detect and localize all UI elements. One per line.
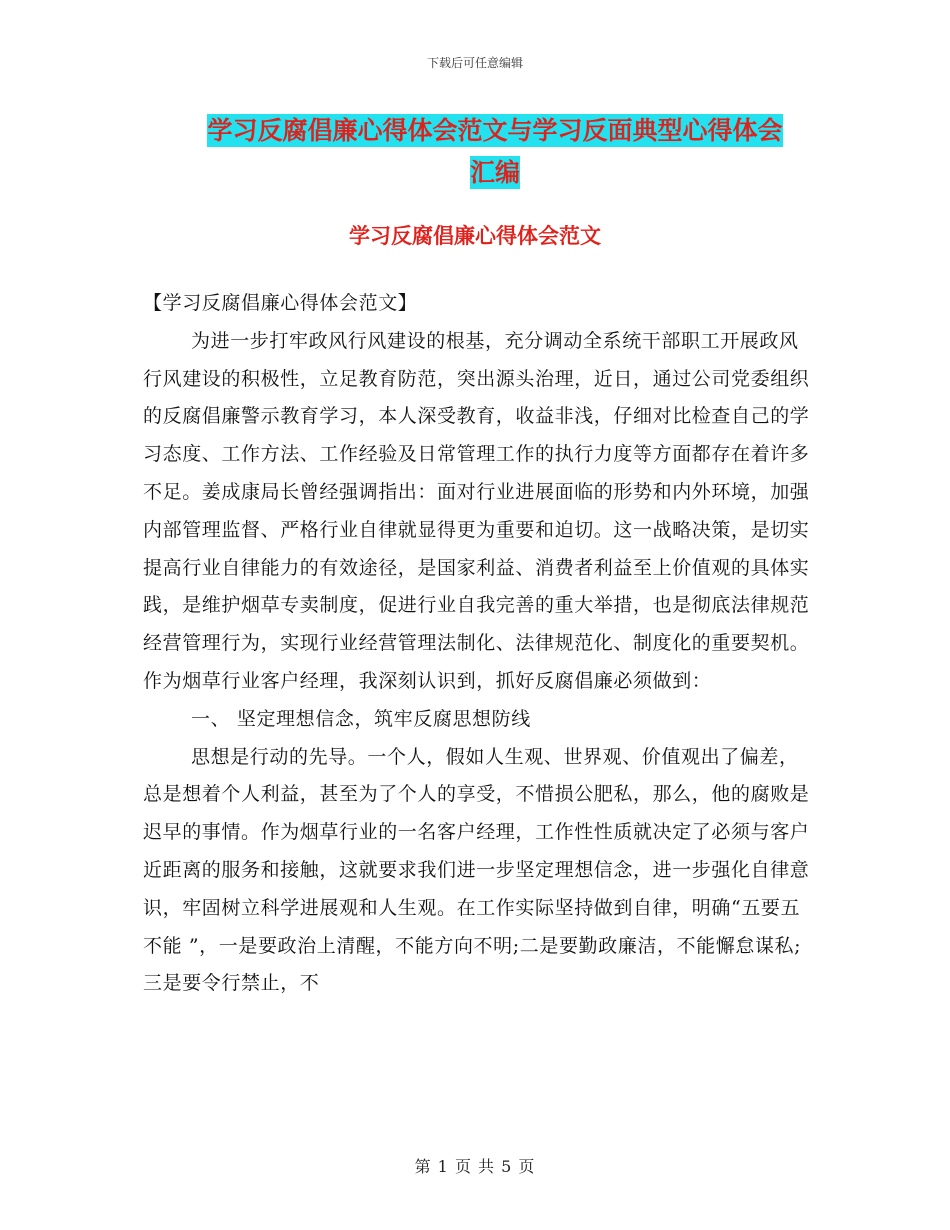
document-title-line2: 汇编 [469,158,520,187]
bracket-heading: 【学习反腐倡廉心得体会范文】 [143,292,418,314]
paragraph-intro: 为进一步打牢政风行风建设的根基，充分调动全系统干部职工开展政风行风建设的积极性，立足教育防范，突出源头治理，近日，通过公司党委组织的反腐倡廉警示教育学习，本人深受教育，收益非浅，仔细对比检查自己的学习态度、工作方法、工作经验及日常管理工作的执行力度等方面都存在着许多不足。姜成康局长曾经强调指出：面对行业进展面临的形势和内外环境，加强内部管理监督、严格行业自律就显得更为重要和迫切。这一战略决策，是切实提高行业自律能力的有效途径，是国家利益、消费者利益至上价值观的具体实践，是维护烟草专卖制度，促进行业自我完善的重大举措，也是彻底法律规范经营管理行为，实现行业经营管理法制化、法律规范化、制度化的重要契机。作为烟草行业客户经理，我深刻认识到，抓好反腐倡廉必须做到： [143,329,810,692]
document-title [180,110,810,194]
document-title-line1: 学习反腐倡廉心得体会范文与学习反面典型心得体会 [207,116,783,145]
paragraph-section-1: 思想是行动的先导。一个人，假如人生观、世界观、价值观出了偏差，总是想着个人利益，甚至为了个人的享受，不惜损公肥私，那么，他的腐败是迟早的事情。作为烟草行业的一名客户经理，工作性性质就决定了必须与客户近距离的服务和接触，这就要求我们进一步坚定理想信念，进一步强化自律意识，牢固树立科学进展观和人生观。在工作实际坚持做到自律，明确“五要五不能 ”，一是要政治上清醒，不能方向不明;二是要勤政廉洁，不能懈怠谋私;三是要令行禁止，不 [143,745,810,995]
document-body [143,285,813,1003]
section-title: 学习反腐倡廉心得体会范文 [349,224,601,248]
page-number: 第 1 页 共 5 页 [414,1157,536,1176]
header-note: 下载后可任意编辑 [426,56,523,70]
heading-section-1: 一、 坚定理想信念，筑牢反腐思想防线 [191,707,531,730]
